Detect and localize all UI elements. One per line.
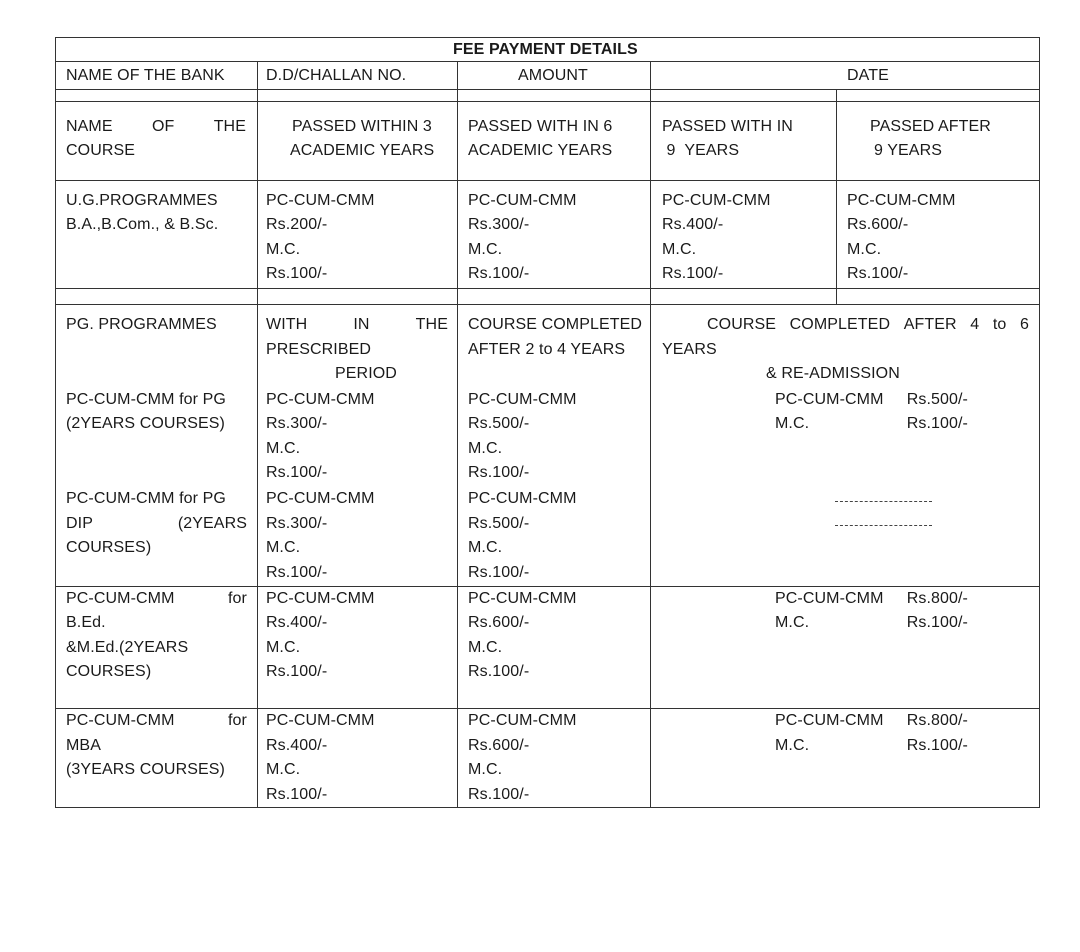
fee-cell: M.C. <box>662 241 697 258</box>
pg-row-name: PC-CUM-CMM for PG <box>66 490 226 507</box>
pg-programmes-label: PG. PROGRAMMES <box>66 316 217 333</box>
fee-cell: Rs.100/- <box>468 663 530 680</box>
fee-cell: PC-CUM-CMM <box>266 391 375 408</box>
pg-row-name: COURSES) <box>66 539 152 556</box>
fee-cell: PC-CUM-CMM <box>266 712 375 729</box>
pg-col-header-4-6: & RE-ADMISSION <box>766 365 900 382</box>
empty-cell-dash <box>835 501 932 502</box>
fee-cell: Rs.100/- <box>847 265 909 282</box>
fee-cell: Rs.600/- <box>468 614 530 631</box>
pg-row-name: (2YEARS COURSES) <box>66 415 225 432</box>
col-header-after-9: PASSED AFTER <box>870 118 991 135</box>
fee-cell: M.C. <box>468 440 503 457</box>
fee-cell: Rs.300/- <box>266 515 328 532</box>
ug-programme-name: U.G.PROGRAMMES <box>66 192 218 209</box>
header-amount: AMOUNT <box>518 67 588 84</box>
pg-row-name: PC-CUM-CMM for <box>66 712 247 729</box>
column-divider <box>836 89 837 304</box>
col-header-within-3: ACADEMIC YEARS <box>290 142 435 159</box>
fee-cell: Rs.300/- <box>468 216 530 233</box>
col-header-after-9: 9 YEARS <box>874 142 942 159</box>
pg-col-header-prescribed: WITH IN THE <box>266 316 448 333</box>
empty-cell-dash <box>835 525 932 526</box>
fee-cell: M.C. <box>266 241 301 258</box>
col-header-within-9: PASSED WITH IN <box>662 118 793 135</box>
header-challan: D.D/CHALLAN NO. <box>266 67 407 84</box>
fee-cell: PC-CUM-CMM <box>468 192 577 209</box>
table-border-bottom <box>55 807 1040 808</box>
fee-cell: PC-CUM-CMM <box>468 590 577 607</box>
fee-cell: PC-CUM-CMM <box>468 391 577 408</box>
fee-cell: PC-CUM-CMM <box>662 192 771 209</box>
fee-cell: PC-CUM-CMM Rs.800/- <box>775 590 968 607</box>
col-header-within-9: 9 YEARS <box>662 142 740 159</box>
fee-cell: Rs.200/- <box>266 216 328 233</box>
table-border-left <box>55 37 56 808</box>
pg-row-name: MBA <box>66 737 101 754</box>
fee-cell: M.C. <box>266 440 301 457</box>
col-header-within-6: ACADEMIC YEARS <box>468 142 613 159</box>
fee-cell: Rs.400/- <box>266 737 328 754</box>
header-bank: NAME OF THE BANK <box>66 67 225 84</box>
ug-programme-name: B.A.,B.Com., & B.Sc. <box>66 216 219 233</box>
fee-cell: Rs.100/- <box>468 265 530 282</box>
pg-row-name: PC-CUM-CMM for PG <box>66 391 226 408</box>
row-divider <box>55 180 1040 181</box>
fee-cell: Rs.500/- <box>468 515 530 532</box>
column-divider <box>457 61 458 808</box>
pg-row-name: &M.Ed.(2YEARS <box>66 639 189 656</box>
fee-cell: PC-CUM-CMM <box>468 712 577 729</box>
fee-cell: PC-CUM-CMM <box>468 490 577 507</box>
fee-cell: Rs.300/- <box>266 415 328 432</box>
fee-cell: Rs.100/- <box>468 464 530 481</box>
fee-cell: Rs.500/- <box>468 415 530 432</box>
fee-cell: M.C. <box>847 241 882 258</box>
row-divider <box>55 89 1040 90</box>
fee-cell: PC-CUM-CMM <box>266 490 375 507</box>
course-name-label: NAME OF THE <box>66 118 246 135</box>
fee-cell: M.C. Rs.100/- <box>775 415 968 432</box>
fee-cell: Rs.100/- <box>468 564 530 581</box>
row-divider <box>55 304 1040 305</box>
fee-cell: Rs.100/- <box>266 663 328 680</box>
fee-cell: M.C. <box>468 761 503 778</box>
pg-col-header-4-6: YEARS <box>662 341 717 358</box>
fee-cell: Rs.100/- <box>468 786 530 803</box>
fee-cell: Rs.100/- <box>266 464 328 481</box>
pg-col-header-4-6: COURSE COMPLETED AFTER 4 to 6 <box>707 316 1029 333</box>
header-date: DATE <box>847 67 889 84</box>
fee-cell: M.C. <box>266 761 301 778</box>
fee-cell: M.C. Rs.100/- <box>775 614 968 631</box>
pg-col-header-2-4: AFTER 2 to 4 YEARS <box>468 341 626 358</box>
fee-cell: Rs.100/- <box>662 265 724 282</box>
fee-cell: Rs.400/- <box>266 614 328 631</box>
fee-cell: PC-CUM-CMM <box>847 192 956 209</box>
column-divider <box>257 61 258 808</box>
col-header-within-6: PASSED WITH IN 6 <box>468 118 613 135</box>
pg-row-name: PC-CUM-CMM for <box>66 590 247 607</box>
table-title: FEE PAYMENT DETAILS <box>453 41 638 58</box>
pg-row-name: (3YEARS COURSES) <box>66 761 225 778</box>
col-header-within-3: PASSED WITHIN 3 <box>292 118 432 135</box>
fee-cell: PC-CUM-CMM <box>266 590 375 607</box>
course-name-label: COURSE <box>66 142 136 159</box>
fee-cell: M.C. <box>266 539 301 556</box>
fee-cell: Rs.600/- <box>468 737 530 754</box>
fee-cell: M.C. Rs.100/- <box>775 737 968 754</box>
fee-cell: M.C. <box>468 639 503 656</box>
pg-row-name: B.Ed. <box>66 614 106 631</box>
fee-cell: M.C. <box>468 539 503 556</box>
fee-cell: M.C. <box>468 241 503 258</box>
fee-cell: PC-CUM-CMM <box>266 192 375 209</box>
row-divider <box>55 288 1040 289</box>
row-divider <box>55 101 1040 102</box>
column-divider <box>650 61 651 808</box>
fee-cell: Rs.400/- <box>662 216 724 233</box>
pg-col-header-prescribed: PERIOD <box>335 365 397 382</box>
fee-cell: PC-CUM-CMM Rs.500/- <box>775 391 968 408</box>
fee-payment-table <box>55 37 1040 808</box>
table-border-right <box>1039 37 1040 808</box>
fee-cell: Rs.600/- <box>847 216 909 233</box>
pg-row-name: COURSES) <box>66 663 152 680</box>
pg-col-header-prescribed: PRESCRIBED <box>266 341 372 358</box>
fee-cell: PC-CUM-CMM Rs.800/- <box>775 712 968 729</box>
pg-row-name: DIP (2YEARS <box>66 515 247 532</box>
fee-cell: Rs.100/- <box>266 265 328 282</box>
fee-cell: Rs.100/- <box>266 564 328 581</box>
fee-cell: Rs.100/- <box>266 786 328 803</box>
pg-col-header-2-4: COURSE COMPLETED <box>468 316 643 333</box>
fee-cell: M.C. <box>266 639 301 656</box>
